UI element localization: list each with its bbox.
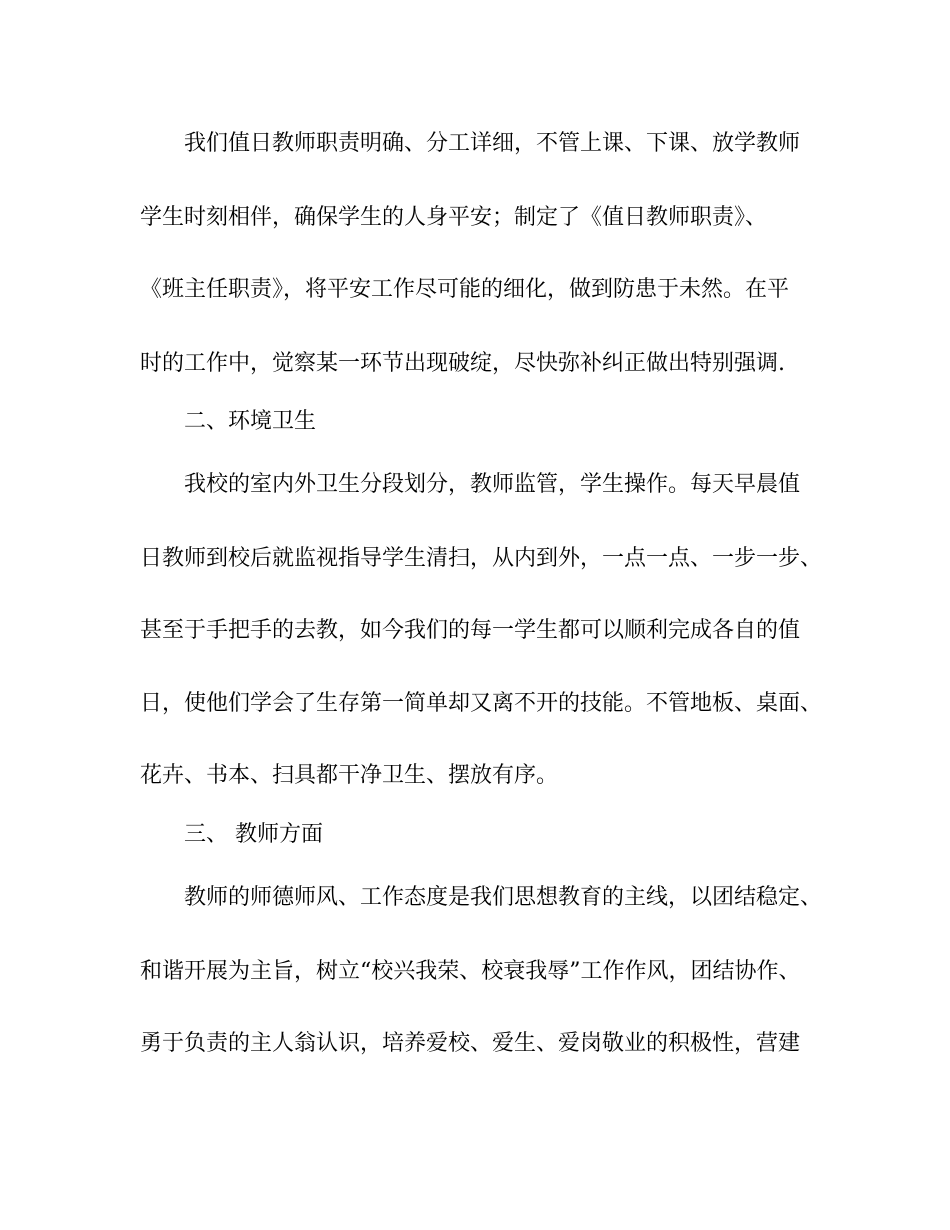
paragraph-line: 花卉、书本、扫具都干净卫生、摆放有序。 (140, 763, 559, 788)
section-heading: 三、 教师方面 (184, 822, 323, 847)
paragraph-line: 日，使他们学会了生存第一简单却又离不开的技能。不管地板、桌面、 (140, 691, 823, 716)
paragraph-line: 勇于负责的主人翁认识，培养爱校、爱生、爱岗敬业的积极性，营建 (140, 1031, 801, 1056)
paragraph-line: 学生时刻相伴，确保学生的人身平安；制定了《值日教师职责》、 (140, 205, 768, 230)
paragraph-line: 我校的室内外卫生分段划分，教师监管，学生操作。每天早晨值 (184, 472, 801, 497)
paragraph-line: 我们值日教师职责明确、分工详细，不管上课、下课、放学教师 (184, 131, 801, 156)
paragraph-line: 和谐开展为主旨，树立“校兴我荣、校衰我辱”工作作风，团结协作、 (140, 959, 801, 984)
paragraph-line: 《班主任职责》，将平安工作尽可能的细化，做到防患于未然。在平 (140, 277, 790, 302)
paragraph-line: 教师的师德师风、工作态度是我们思想教育的主线，以团结稳定、 (184, 885, 823, 910)
paragraph-line: 时的工作中，觉察某一环节出现破绽，尽快弥补纠正做出特别强调. (140, 351, 785, 376)
section-heading: 二、环境卫生 (184, 409, 317, 434)
paragraph-line: 日教师到校后就监视指导学生清扫，从内到外，一点一点、一步一步、 (140, 546, 823, 571)
paragraph-line: 甚至于手把手的去教，如今我们的每一学生都可以顺利完成各自的值 (140, 618, 801, 643)
